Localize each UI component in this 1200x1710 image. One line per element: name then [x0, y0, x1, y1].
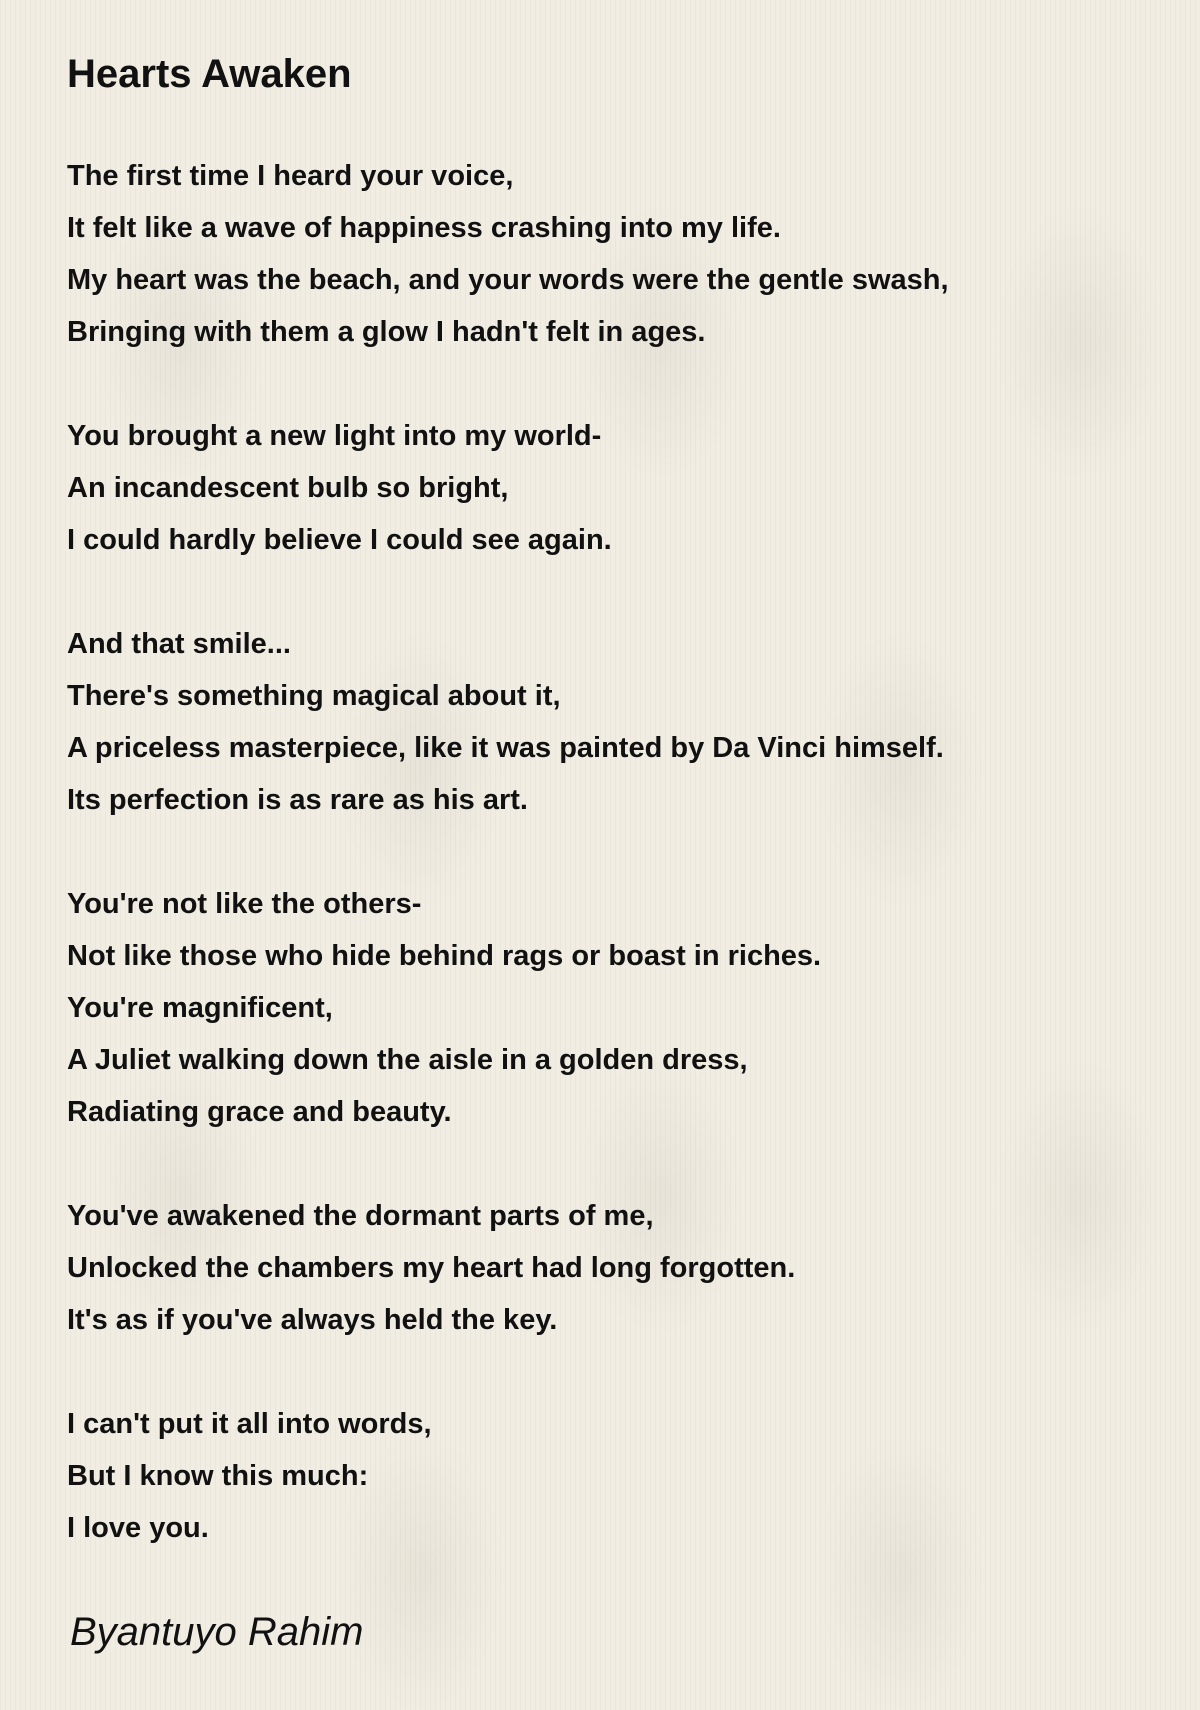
stanza: [67, 878, 1167, 1138]
poem-line: The first time I heard your voice,: [67, 160, 514, 192]
poem-line: It's as if you've always held the key.: [67, 1304, 558, 1336]
stanza: [67, 1190, 1167, 1346]
poem-body: [67, 150, 1167, 1606]
poem-line: An incandescent bulb so bright,: [67, 472, 509, 504]
poem-line: There's something magical about it,: [67, 680, 561, 712]
poem-line: Bringing with them a glow I hadn't felt in ages.: [67, 316, 706, 348]
stanza: [67, 150, 1167, 358]
poem-line: Its perfection is as rare as his art.: [67, 784, 528, 816]
poem-line: Radiating grace and beauty.: [67, 1096, 452, 1128]
stanza: [67, 1398, 1167, 1554]
poem-line: Unlocked the chambers my heart had long forgotten.: [67, 1252, 796, 1284]
poem-line: Not like those who hide behind rags or boast in riches.: [67, 940, 822, 972]
poem-line: I could hardly believe I could see again.: [67, 524, 612, 556]
poem-line: I love you.: [67, 1512, 209, 1544]
poem-line: My heart was the beach, and your words were the gentle swash,: [67, 264, 949, 296]
stanza: [67, 410, 1167, 566]
poem-line: A Juliet walking down the aisle in a golden dress,: [67, 1044, 748, 1076]
poem-line: You've awakened the dormant parts of me,: [67, 1200, 654, 1232]
poem-line: You brought a new light into my world-: [67, 420, 602, 452]
poem-line: And that smile...: [67, 628, 291, 660]
poem-line: I can't put it all into words,: [67, 1408, 432, 1440]
poem-author: Byantuyo Rahim: [70, 1610, 364, 1654]
poem-line: A priceless masterpiece, like it was painted by Da Vinci himself.: [67, 732, 944, 764]
poem-title: Hearts Awaken: [67, 52, 352, 96]
poem-line: You're magnificent,: [67, 992, 333, 1024]
poem-line: You're not like the others-: [67, 888, 422, 920]
poem-line: It felt like a wave of happiness crashing into my life.: [67, 212, 781, 244]
poem-line: But I know this much:: [67, 1460, 369, 1492]
stanza: [67, 618, 1167, 826]
